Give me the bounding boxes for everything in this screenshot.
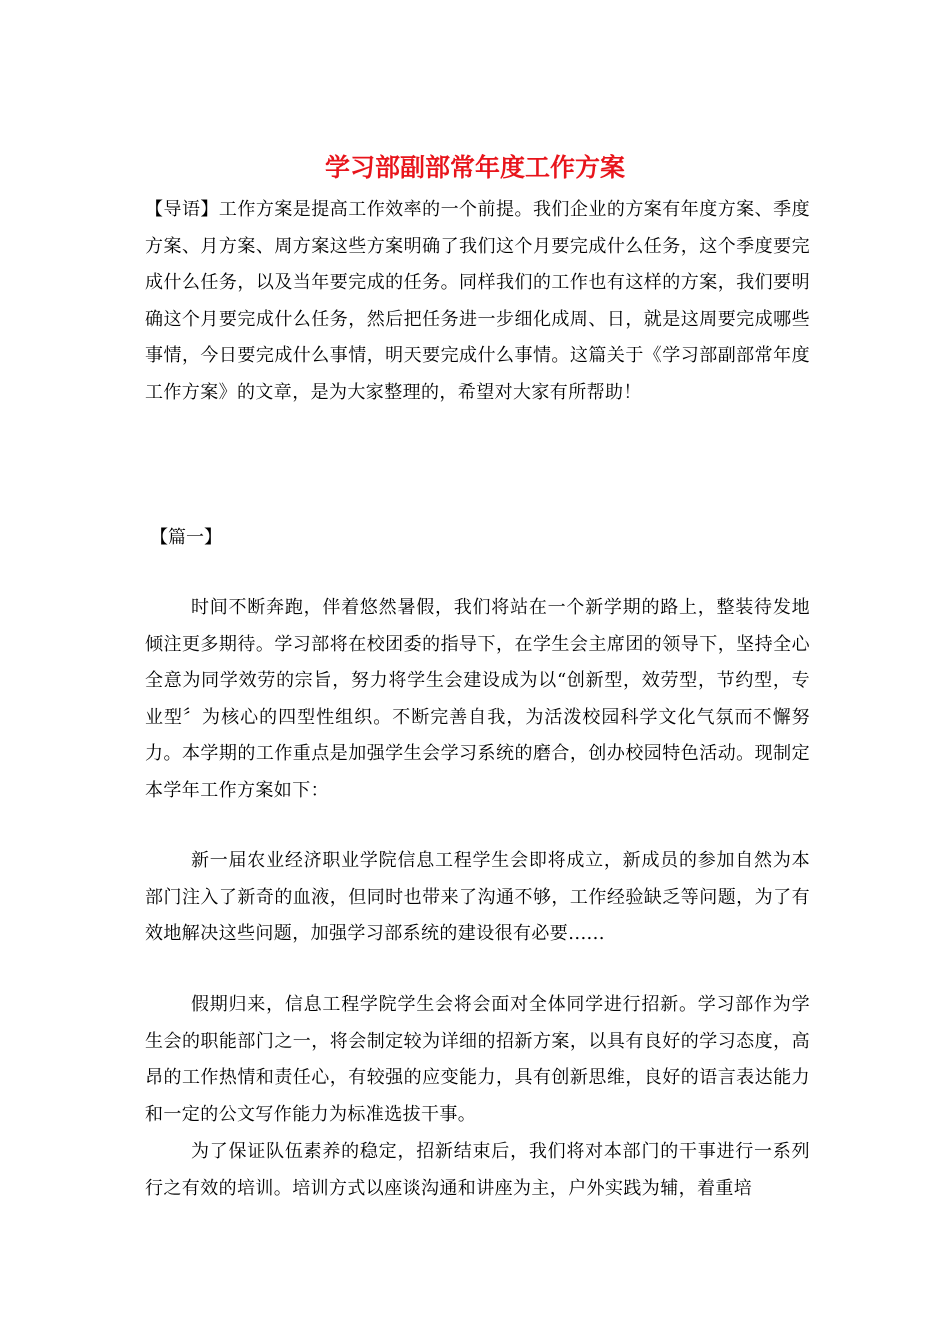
body-paragraph-3: 假期归来，信息工程学院学生会将会面对全体同学进行招新。学习部作为学生会的职能部门之一，将会制定较为详细的招新方案，以具有良好的学习态度，高昂的工作热情和责任心，有较强的应变能力，具有创新思维，良好的语言表达能力和一定的公文写作能力为标准选拔干事。: [145, 994, 810, 1125]
body-paragraph-1: 时间不断奔跑，伴着悠然暑假，我们将站在一个新学期的路上，整装待发地倾注更多期待。学习部将在校团委的指导下，在学生会主席团的领导下，坚持全心全意为同学效劳的宗旨，努力将学生会建设成为以“创新型，效劳型，节约型，专业型〞为核心的四型性组织。不断完善自我，为活泼校园科学文化气氛而不懈努力。本学期的工作重点是加强学生会学习系统的磨合，创办校园特色活动。现制定本学年工作方案如下：: [145, 597, 810, 801]
body-paragraph-4: 为了保证队伍素养的稳定，招新结束后，我们将对本部门的干事进行一系列行之有效的培训。培训方式以座谈沟通和讲座为主，户外实践为辅，着重培: [145, 1141, 810, 1199]
document-title: 学习部副部常年度工作方案: [324, 153, 625, 182]
intro-paragraph: 【导语】工作方案是提高工作效率的一个前提。我们企业的方案有年度方案、季度方案、月方案、周方案这些方案明确了我们这个月要完成什么任务，这个季度要完成什么任务，以及当年要完成的任务。同样我们的工作也有这样的方案，我们要明确这个月要完成什么任务，然后把任务进一步细化成周、日，就是这周要完成哪些事情，今日要完成什么事情，明天要完成什么事情。这篇关于《学习部副部常年度工作方案》的文章，是为大家整理的，希望对大家有所帮助！: [145, 199, 810, 403]
section-label: 【篇一】: [150, 527, 222, 548]
body-paragraph-2: 新一届农业经济职业学院信息工程学生会即将成立，新成员的参加自然为本部门注入了新奇的血液，但同时也带来了沟通不够，工作经验缺乏等问题，为了有效地解决这些问题，加强学习部系统的建设很有必要......: [145, 850, 810, 944]
